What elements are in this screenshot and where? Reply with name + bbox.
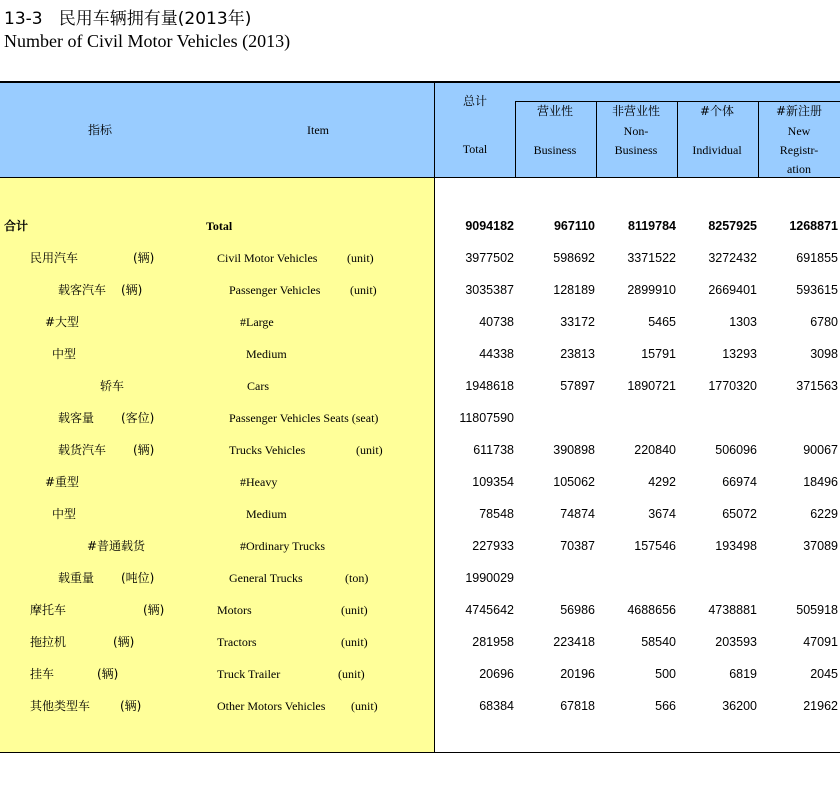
row-unit-en: (unit)	[351, 699, 378, 713]
cell-nonbusiness: 4688656	[627, 603, 676, 617]
header-newreg-en2: Registr-	[779, 143, 819, 157]
cell-newreg: 21962	[803, 699, 838, 713]
cell-newreg: 47091	[803, 635, 838, 649]
row-unit-en: (unit)	[341, 603, 368, 617]
cell-business: 33172	[560, 315, 595, 329]
header-bottom-rule	[0, 177, 840, 178]
cell-individual: 2669401	[708, 283, 757, 297]
cell-nonbusiness: 3371522	[627, 251, 676, 265]
cell-total: 20696	[479, 667, 514, 681]
cell-newreg: 691855	[796, 251, 838, 265]
row-unit-cn: (辆)	[133, 443, 155, 457]
cell-newreg: 2045	[810, 667, 838, 681]
row-unit-cn: (辆)	[113, 635, 135, 649]
cell-individual: 1770320	[708, 379, 757, 393]
cell-total: 11807590	[459, 411, 514, 425]
cell-nonbusiness: 220840	[634, 443, 676, 457]
header-nonbusiness-en1: Non-	[623, 124, 649, 138]
cell-individual: 4738881	[708, 603, 757, 617]
cell-individual: 193498	[715, 539, 757, 553]
cell-business: 74874	[560, 507, 595, 521]
row-label-en: Medium	[246, 347, 287, 361]
header-business-cn: 营业性	[536, 104, 574, 118]
row-label-en: Medium	[246, 507, 287, 521]
row-unit-cn: (吨位)	[121, 571, 155, 585]
cell-total: 68384	[479, 699, 514, 713]
row-unit-cn: (辆)	[133, 251, 155, 265]
row-unit-en: (unit)	[338, 667, 365, 681]
item-column-divider	[434, 83, 435, 753]
row-unit-cn: (辆)	[120, 699, 142, 713]
cell-newreg: 371563	[796, 379, 838, 393]
cell-newreg: 18496	[803, 475, 838, 489]
row-label-en: #Ordinary Trucks	[240, 539, 326, 553]
cell-business: 223418	[553, 635, 595, 649]
row-label-en: Motors	[217, 603, 252, 617]
bottom-rule	[0, 752, 840, 753]
row-unit-cn: (辆)	[97, 667, 119, 681]
table-title-english: Number of Civil Motor Vehicles (2013)	[4, 31, 291, 51]
cell-newreg: 1268871	[789, 219, 838, 233]
row-unit-en: (unit)	[350, 283, 377, 297]
cell-newreg: 6229	[810, 507, 838, 521]
col-divider-individual	[677, 101, 678, 178]
cell-nonbusiness: 566	[655, 699, 676, 713]
cell-nonbusiness: 4292	[648, 475, 676, 489]
cell-nonbusiness: 1890721	[627, 379, 676, 393]
row-label-cn: 轿车	[100, 379, 125, 393]
cell-business: 390898	[553, 443, 595, 457]
row-label-cn: 挂车	[30, 667, 55, 681]
row-label-en: Civil Motor Vehicles	[217, 251, 318, 265]
header-individual-cn: #个体	[699, 104, 735, 118]
row-label-en: Passenger Vehicles	[229, 283, 321, 297]
cell-business: 20196	[560, 667, 595, 681]
cell-individual: 3272432	[708, 251, 757, 265]
cell-nonbusiness: 2899910	[627, 283, 676, 297]
row-label-en: Truck Trailer	[217, 667, 281, 681]
header-total-cn: 总计	[462, 94, 488, 108]
row-label-en: General Trucks	[229, 571, 303, 585]
header-item-en: Item	[307, 123, 329, 137]
cell-business: 56986	[560, 603, 595, 617]
cell-individual: 203593	[715, 635, 757, 649]
cell-individual: 8257925	[708, 219, 757, 233]
cell-individual: 36200	[722, 699, 757, 713]
row-label-cn: 拖拉机	[30, 635, 67, 649]
cell-total: 109354	[472, 475, 514, 489]
cell-business: 23813	[560, 347, 595, 361]
cell-total: 9094182	[465, 219, 514, 233]
header-business-en: Business	[533, 143, 577, 157]
cell-business: 598692	[553, 251, 595, 265]
row-label-cn: 载重量	[58, 571, 95, 585]
cell-newreg: 90067	[803, 443, 838, 457]
row-label-cn: #普通载货	[87, 539, 146, 553]
cell-nonbusiness: 5465	[648, 315, 676, 329]
cell-individual: 13293	[722, 347, 757, 361]
cell-newreg: 6780	[810, 315, 838, 329]
cell-newreg: 37089	[803, 539, 838, 553]
row-label-cn: 其他类型车	[30, 699, 91, 713]
header-newreg-en3: ation	[787, 162, 811, 176]
cell-individual: 506096	[715, 443, 757, 457]
row-unit-en: (unit)	[347, 251, 374, 265]
row-label-en: #Heavy	[240, 475, 278, 489]
row-unit-cn: (客位)	[121, 411, 155, 425]
cell-total: 281958	[472, 635, 514, 649]
cell-nonbusiness: 8119784	[628, 219, 676, 233]
row-label-cn: #重型	[45, 475, 80, 489]
row-label-en: Total	[206, 219, 233, 233]
header-newreg-en1: New	[787, 124, 811, 138]
cell-nonbusiness: 15791	[641, 347, 676, 361]
header-nonbusiness-cn: 非营业性	[611, 104, 661, 118]
cell-business: 70387	[560, 539, 595, 553]
cell-business: 967110	[553, 219, 595, 233]
row-label-en: Passenger Vehicles Seats (seat)	[229, 411, 379, 425]
header-newreg-cn: #新注册	[775, 104, 823, 118]
header-item-cn: 指标	[87, 123, 113, 137]
cell-total: 3977502	[465, 251, 514, 265]
cell-business: 128189	[553, 283, 595, 297]
header-nonbusiness-en2: Business	[614, 143, 658, 157]
row-label-cn: 载货汽车	[58, 443, 107, 457]
top-rule	[0, 81, 840, 83]
row-label-cn: 合计	[4, 219, 29, 233]
row-label-cn: 中型	[52, 347, 77, 361]
row-unit-en: (unit)	[356, 443, 383, 457]
row-unit-cn: (辆)	[121, 283, 143, 297]
table-title-chinese: 13-3 民用车辆拥有量(2013年)	[4, 9, 252, 29]
row-unit-en: (unit)	[341, 635, 368, 649]
row-label-en: Trucks Vehicles	[229, 443, 306, 457]
row-label-cn: 载客量	[58, 411, 95, 425]
row-label-cn: 载客汽车	[58, 283, 107, 297]
cell-individual: 66974	[722, 475, 757, 489]
cell-business: 57897	[560, 379, 595, 393]
row-label-en: Other Motors Vehicles	[217, 699, 326, 713]
cell-individual: 1303	[729, 315, 757, 329]
cell-total: 40738	[479, 315, 514, 329]
header-total-en: Total	[462, 142, 488, 156]
row-label-cn: 民用汽车	[30, 251, 79, 265]
cell-individual: 65072	[722, 507, 757, 521]
cell-individual: 6819	[729, 667, 757, 681]
cell-total: 1948618	[465, 379, 514, 393]
header-band	[0, 83, 840, 178]
col-divider-business	[515, 101, 516, 178]
header-individual-en: Individual	[692, 143, 742, 157]
cell-total: 1990029	[465, 571, 514, 585]
row-unit-cn: (辆)	[143, 603, 165, 617]
row-label-cn: #大型	[45, 315, 80, 329]
cell-newreg: 3098	[810, 347, 838, 361]
cell-business: 67818	[560, 699, 595, 713]
cell-total: 78548	[479, 507, 514, 521]
row-label-en: Tractors	[217, 635, 257, 649]
cell-total: 3035387	[465, 283, 514, 297]
cell-business: 105062	[553, 475, 595, 489]
cell-total: 4745642	[465, 603, 514, 617]
row-label-cn: 摩托车	[30, 603, 67, 617]
row-label-cn: 中型	[52, 507, 77, 521]
cell-total: 227933	[472, 539, 514, 553]
col-divider-newreg	[758, 101, 759, 178]
cell-newreg: 505918	[796, 603, 838, 617]
cell-total: 44338	[479, 347, 514, 361]
cell-nonbusiness: 500	[655, 667, 676, 681]
cell-nonbusiness: 157546	[634, 539, 676, 553]
cell-newreg: 593615	[796, 283, 838, 297]
col-divider-nonbusiness	[596, 101, 597, 178]
row-label-en: Cars	[247, 379, 269, 393]
cell-nonbusiness: 58540	[641, 635, 676, 649]
row-unit-en: (ton)	[345, 571, 369, 585]
row-label-en: #Large	[240, 315, 274, 329]
cell-nonbusiness: 3674	[648, 507, 676, 521]
cell-total: 611738	[473, 443, 514, 457]
